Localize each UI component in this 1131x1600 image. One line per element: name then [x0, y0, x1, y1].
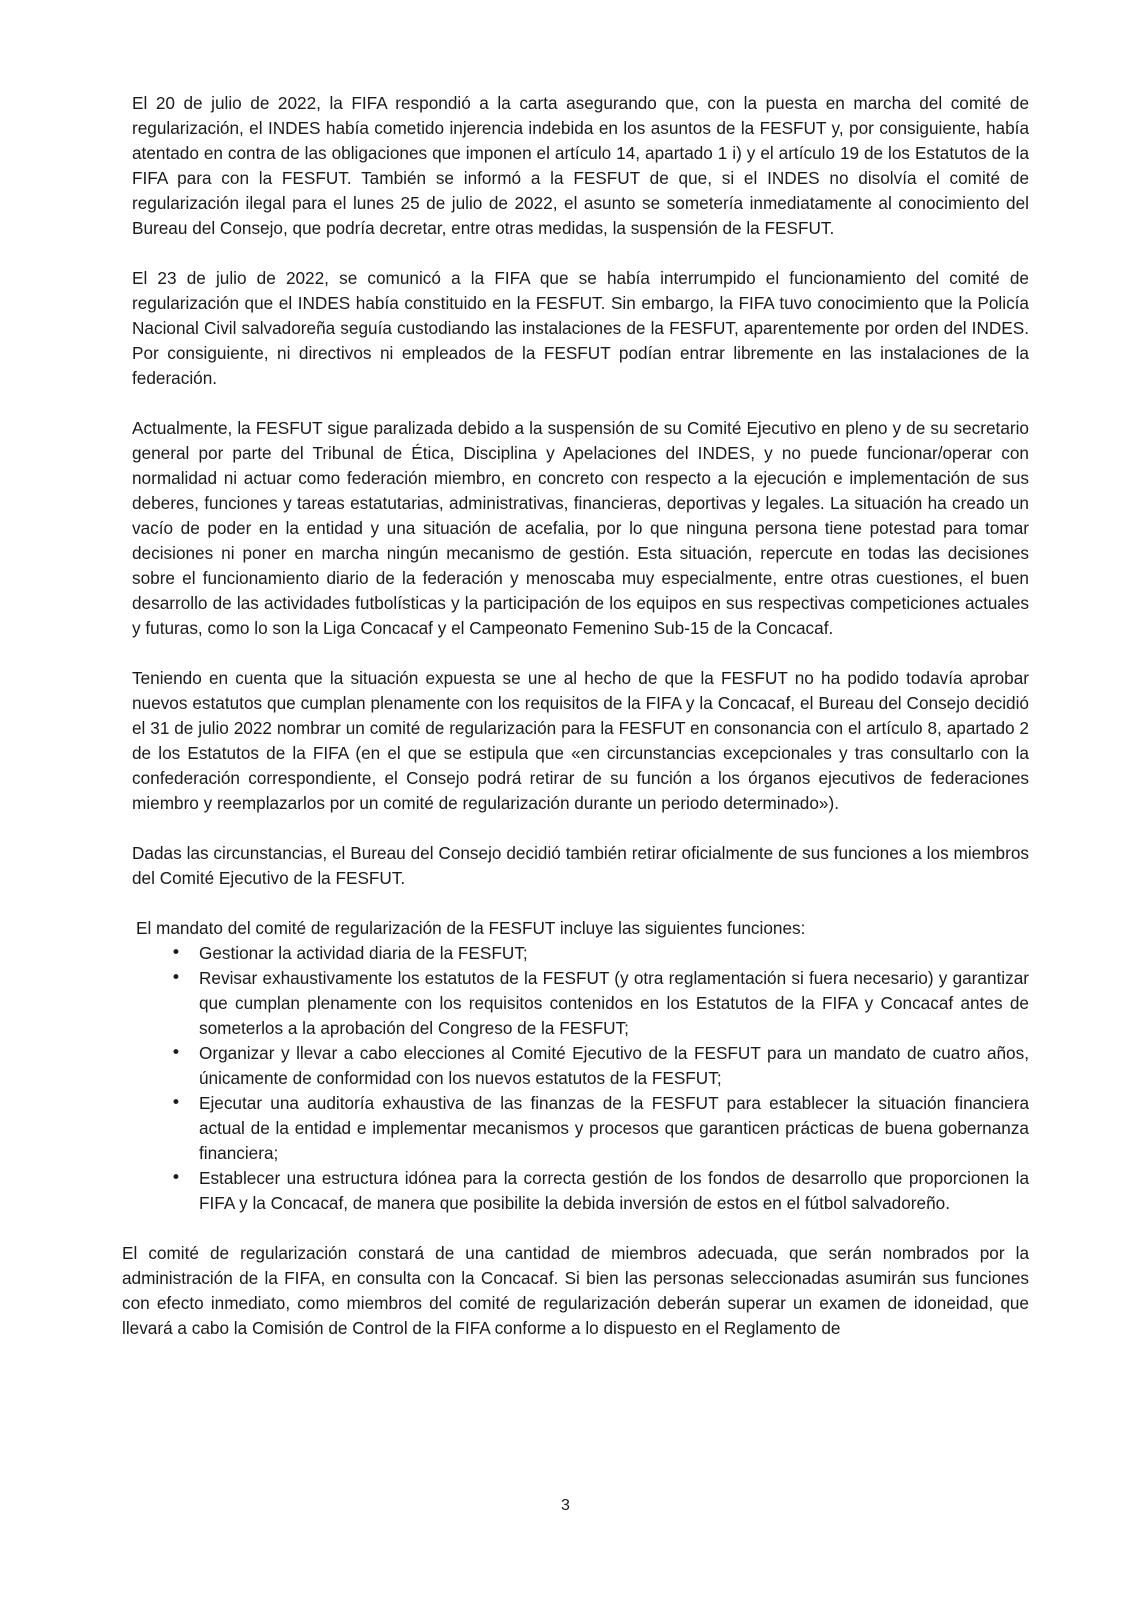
paragraph-fifa-response: El 20 de julio de 2022, la FIFA respondió a la carta asegurando que, con la puesta en marcha del comité de regularización, el INDES había cometido injerencia indebida en los asuntos de la FESFUT y, por consiguiente, había atentado en contra de las obligaciones que imponen el artículo 14, apartado 1 i) y el artículo 19 de los Estatutos de la FIFA para con la FESFUT. También se informó a la FESFUT de que, si el INDES no disolvía el comité de regularización ilegal para el lunes 25 de julio de 2022, el asunto se sometería inmediatamente al conocimiento del Bureau del Consejo, que podría decretar, entre otras medidas, la suspensión de la FESFUT.	[132, 93, 1029, 238]
bullet-icon: •	[170, 1093, 182, 1113]
paragraph-fesfut-paralyzed: Actualmente, la FESFUT sigue paralizada debido a la suspensión de su Comité Ejecutivo en pleno y de su secretario general por parte del Tribunal de Ética, Disciplina y Apelaciones del INDES, y no puede funcionar/operar con normalidad ni actuar como federación miembro, en concreto con respecto a la ejecución e implementación de sus deberes, funciones y tareas estatutarias, administrativas, financieras, deportivas y legales. La situación ha creado un vacío de poder en la entidad y una situación de acefalia, por lo que ninguna persona tiene potestad para tomar decisiones ni poner en marcha ningún mecanismo de gestión. Esta situación, repercute en todas las decisiones sobre el funcionamiento diario de la federación y menoscaba muy especialmente, entre otras cuestiones, el buen desarrollo de las actividades futbolísticas y la participación de los equipos en sus respectivas competiciones actuales y futuras, como lo son la Liga Concacaf y el Campeonato Femenino Sub-15 de la Concacaf.	[132, 418, 1029, 638]
bullet-icon: •	[170, 943, 182, 963]
list-item	[132, 966, 1029, 1041]
bullet-icon: •	[170, 968, 182, 988]
paragraph-committee-interrupted: El 23 de julio de 2022, se comunicó a la FIFA que se había interrumpido el funcionamiento del comité de regularización que el INDES había constituido en la FESFUT. Sin embargo, la FIFA tuvo conocimiento que la Policía Nacional Civil salvadoreña seguía custodiando las instalaciones de la FESFUT, aparentemente por orden del INDES. Por consiguiente, ni directivos ni empleados de la FESFUT podían entrar libremente en las instalaciones de la federación.	[132, 268, 1029, 388]
list-item-text: Organizar y llevar a cabo elecciones al Comité Ejecutivo de la FESFUT para un mandato de cuatro años, únicamente de conformidad con los nuevos estatutos de la FESFUT;	[199, 1043, 1029, 1088]
mandate-intro: El mandato del comité de regularización de la FESFUT incluye las siguientes funciones:	[136, 918, 806, 938]
list-item-text: Gestionar la actividad diaria de la FESFUT;	[199, 943, 528, 963]
bullet-icon: •	[170, 1168, 182, 1188]
bullet-icon: •	[170, 1043, 182, 1063]
list-item	[132, 1091, 1029, 1166]
list-item-text: Establecer una estructura idónea para la correcta gestión de los fondos de desarrollo que proporcionen la FIFA y la Concacaf, de manera que posibilite la debida inversión de estos en el fútbol salvadoreño.	[199, 1168, 1029, 1213]
list-item	[132, 1041, 1029, 1091]
paragraph-bureau-decision: Teniendo en cuenta que la situación expuesta se une al hecho de que la FESFUT no ha podido todavía aprobar nuevos estatutos que cumplan plenamente con los requisitos de la FIFA y la Concacaf, el Bureau del Consejo decidió el 31 de julio 2022 nombrar un comité de regularización para la FESFUT en consonancia con el artículo 8, apartado 2 de los Estatutos de la FIFA (en el que se estipula que «en circunstancias excepcionales y tras consultarlo con la confederación correspondiente, el Consejo podrá retirar de su función a los órganos ejecutivos de federaciones miembro y reemplazarlos por un comité de regularización durante un periodo determinado»).	[132, 668, 1029, 813]
list-item	[132, 941, 1029, 966]
mandate-list	[132, 941, 1029, 1216]
list-item-text: Ejecutar una auditoría exhaustiva de las finanzas de la FESFUT para establecer la situación financiera actual de la entidad e implementar mecanismos y procesos que garanticen prácticas de buena gobernanza financiera;	[199, 1093, 1029, 1163]
paragraph-withdrawal-of-functions: Dadas las circunstancias, el Bureau del Consejo decidió también retirar oficialmente de sus funciones a los miembros del Comité Ejecutivo de la FESFUT.	[132, 843, 1029, 888]
page-number: 3	[561, 1497, 570, 1514]
list-item-text: Revisar exhaustivamente los estatutos de la FESFUT (y otra reglamentación si fuera necesario) y garantizar que cumplan plenamente con los requisitos contenidos en los Estatutos de la FIFA y Concacaf antes de someterlos a la aprobación del Congreso de la FESFUT;	[199, 968, 1029, 1038]
page-body	[122, 91, 1029, 1341]
paragraph-committee-composition: El comité de regularización constará de una cantidad de miembros adecuada, que serán nombrados por la administración de la FIFA, en consulta con la Concacaf. Si bien las personas seleccionadas asumirán sus funciones con efecto inmediato, como miembros del comité de regularización deberán superar un examen de idoneidad, que llevará a cabo la Comisión de Control de la FIFA conforme a lo dispuesto en el Reglamento de	[122, 1243, 1029, 1338]
list-item	[132, 1166, 1029, 1216]
